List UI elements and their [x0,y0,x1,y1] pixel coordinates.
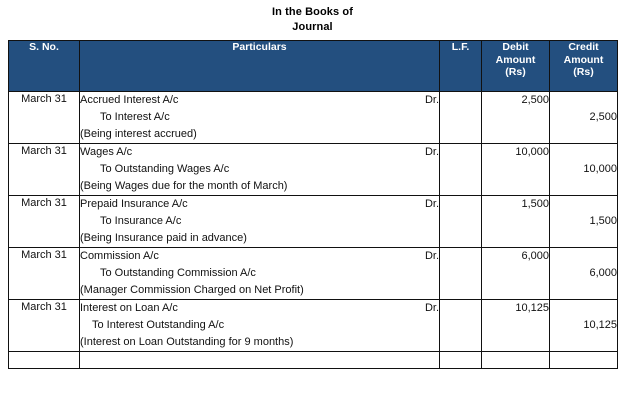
dr-tag: Dr. [424,94,439,106]
cell-lf [440,248,482,300]
journal-debit-entry [80,196,439,213]
cell-credit-amount [550,92,618,144]
cell-particulars [80,144,440,196]
credit-amount-spacer [550,92,617,109]
cell-particulars-empty [80,352,440,369]
cell-lf [440,92,482,144]
cell-debit-amount [482,248,550,300]
cell-particulars [80,300,440,352]
cell-lf-empty [440,352,482,369]
table-header [9,41,618,92]
table-row-empty [9,352,618,369]
cell-debit-amount-empty [482,352,550,369]
journal-credit-entry: To Interest A/c [100,111,170,123]
cell-date: March 31 [9,144,80,196]
cell-date: March 31 [9,92,80,144]
cell-date: March 31 [9,196,80,248]
credit-header-line-3: (Rs) [573,66,594,78]
credit-header-line-1: Credit [568,41,599,53]
dr-tag: Dr. [424,302,439,314]
table-row [9,144,618,196]
debit-header-line-3: (Rs) [505,66,526,78]
credit-amount-spacer [550,144,617,161]
debit-header-line-2: Amount [495,53,536,66]
cell-particulars [80,196,440,248]
cell-debit-amount [482,144,550,196]
journal-debit-entry [80,300,439,317]
column-header-debit-amount [482,41,550,92]
cell-credit-amount-empty [550,352,618,369]
title-line-journal: Journal [292,21,333,33]
credit-amount-value: 10,000 [583,163,617,175]
title-line-books: In the Books of [272,6,353,18]
journal-credit-entry: To Outstanding Wages A/c [100,163,230,175]
journal-credit-entry: To Interest Outstanding A/c [92,319,225,331]
journal-credit-entry: To Outstanding Commission A/c [100,267,256,279]
debit-amount-value: 10,000 [515,146,549,158]
journal-narration: (Interest on Loan Outstanding for 9 months) [80,336,294,348]
debit-account-name: Accrued Interest A/c [80,94,179,106]
credit-amount-value: 10,125 [583,319,617,331]
credit-amount-value: 6,000 [589,267,617,279]
table-row [9,300,618,352]
journal-table-wrapper [0,35,625,369]
credit-amount-value: 2,500 [589,111,617,123]
debit-account-name: Wages A/c [80,146,133,158]
cell-lf [440,144,482,196]
cell-particulars [80,248,440,300]
debit-account-name: Interest on Loan A/c [80,302,178,314]
debit-amount-value: 6,000 [521,250,549,262]
cell-credit-amount [550,248,618,300]
journal-narration: (Being Wages due for the month of March) [80,180,288,192]
debit-header-line-1: Debit [502,41,529,53]
journal-debit-entry [80,92,439,109]
table-row [9,248,618,300]
credit-amount-spacer [550,196,617,213]
cell-debit-amount [482,300,550,352]
credit-amount-spacer [550,300,617,317]
cell-credit-amount [550,300,618,352]
dr-tag: Dr. [424,250,439,262]
journal-narration: (Manager Commission Charged on Net Profit) [80,284,304,296]
header-row [9,41,618,92]
cell-credit-amount [550,196,618,248]
dr-tag: Dr. [424,198,439,210]
column-header-sno: S. No. [9,41,80,92]
column-header-credit-amount [550,41,618,92]
dr-tag: Dr. [424,146,439,158]
cell-credit-amount [550,144,618,196]
cell-particulars [80,92,440,144]
debit-amount-value: 1,500 [521,198,549,210]
cell-debit-amount [482,196,550,248]
document-title [0,0,625,35]
table-row [9,196,618,248]
debit-account-name: Commission A/c [80,250,159,262]
credit-amount-value: 1,500 [589,215,617,227]
journal-credit-entry: To Insurance A/c [100,215,182,227]
credit-header-line-2: Amount [563,53,604,66]
debit-amount-value: 2,500 [521,94,549,106]
journal-narration: (Being interest accrued) [80,128,197,140]
cell-lf [440,300,482,352]
debit-amount-value: 10,125 [515,302,549,314]
column-header-particulars: Particulars [80,41,440,92]
journal-debit-entry [80,248,439,265]
debit-account-name: Prepaid Insurance A/c [80,198,188,210]
credit-amount-spacer [550,248,617,265]
cell-date: March 31 [9,300,80,352]
cell-date: March 31 [9,248,80,300]
table-body [9,92,618,369]
journal-table [8,40,618,369]
journal-debit-entry [80,144,439,161]
column-header-lf: L.F. [440,41,482,92]
cell-lf [440,196,482,248]
cell-date-empty [9,352,80,369]
table-row [9,92,618,144]
cell-debit-amount [482,92,550,144]
journal-narration: (Being Insurance paid in advance) [80,232,247,244]
